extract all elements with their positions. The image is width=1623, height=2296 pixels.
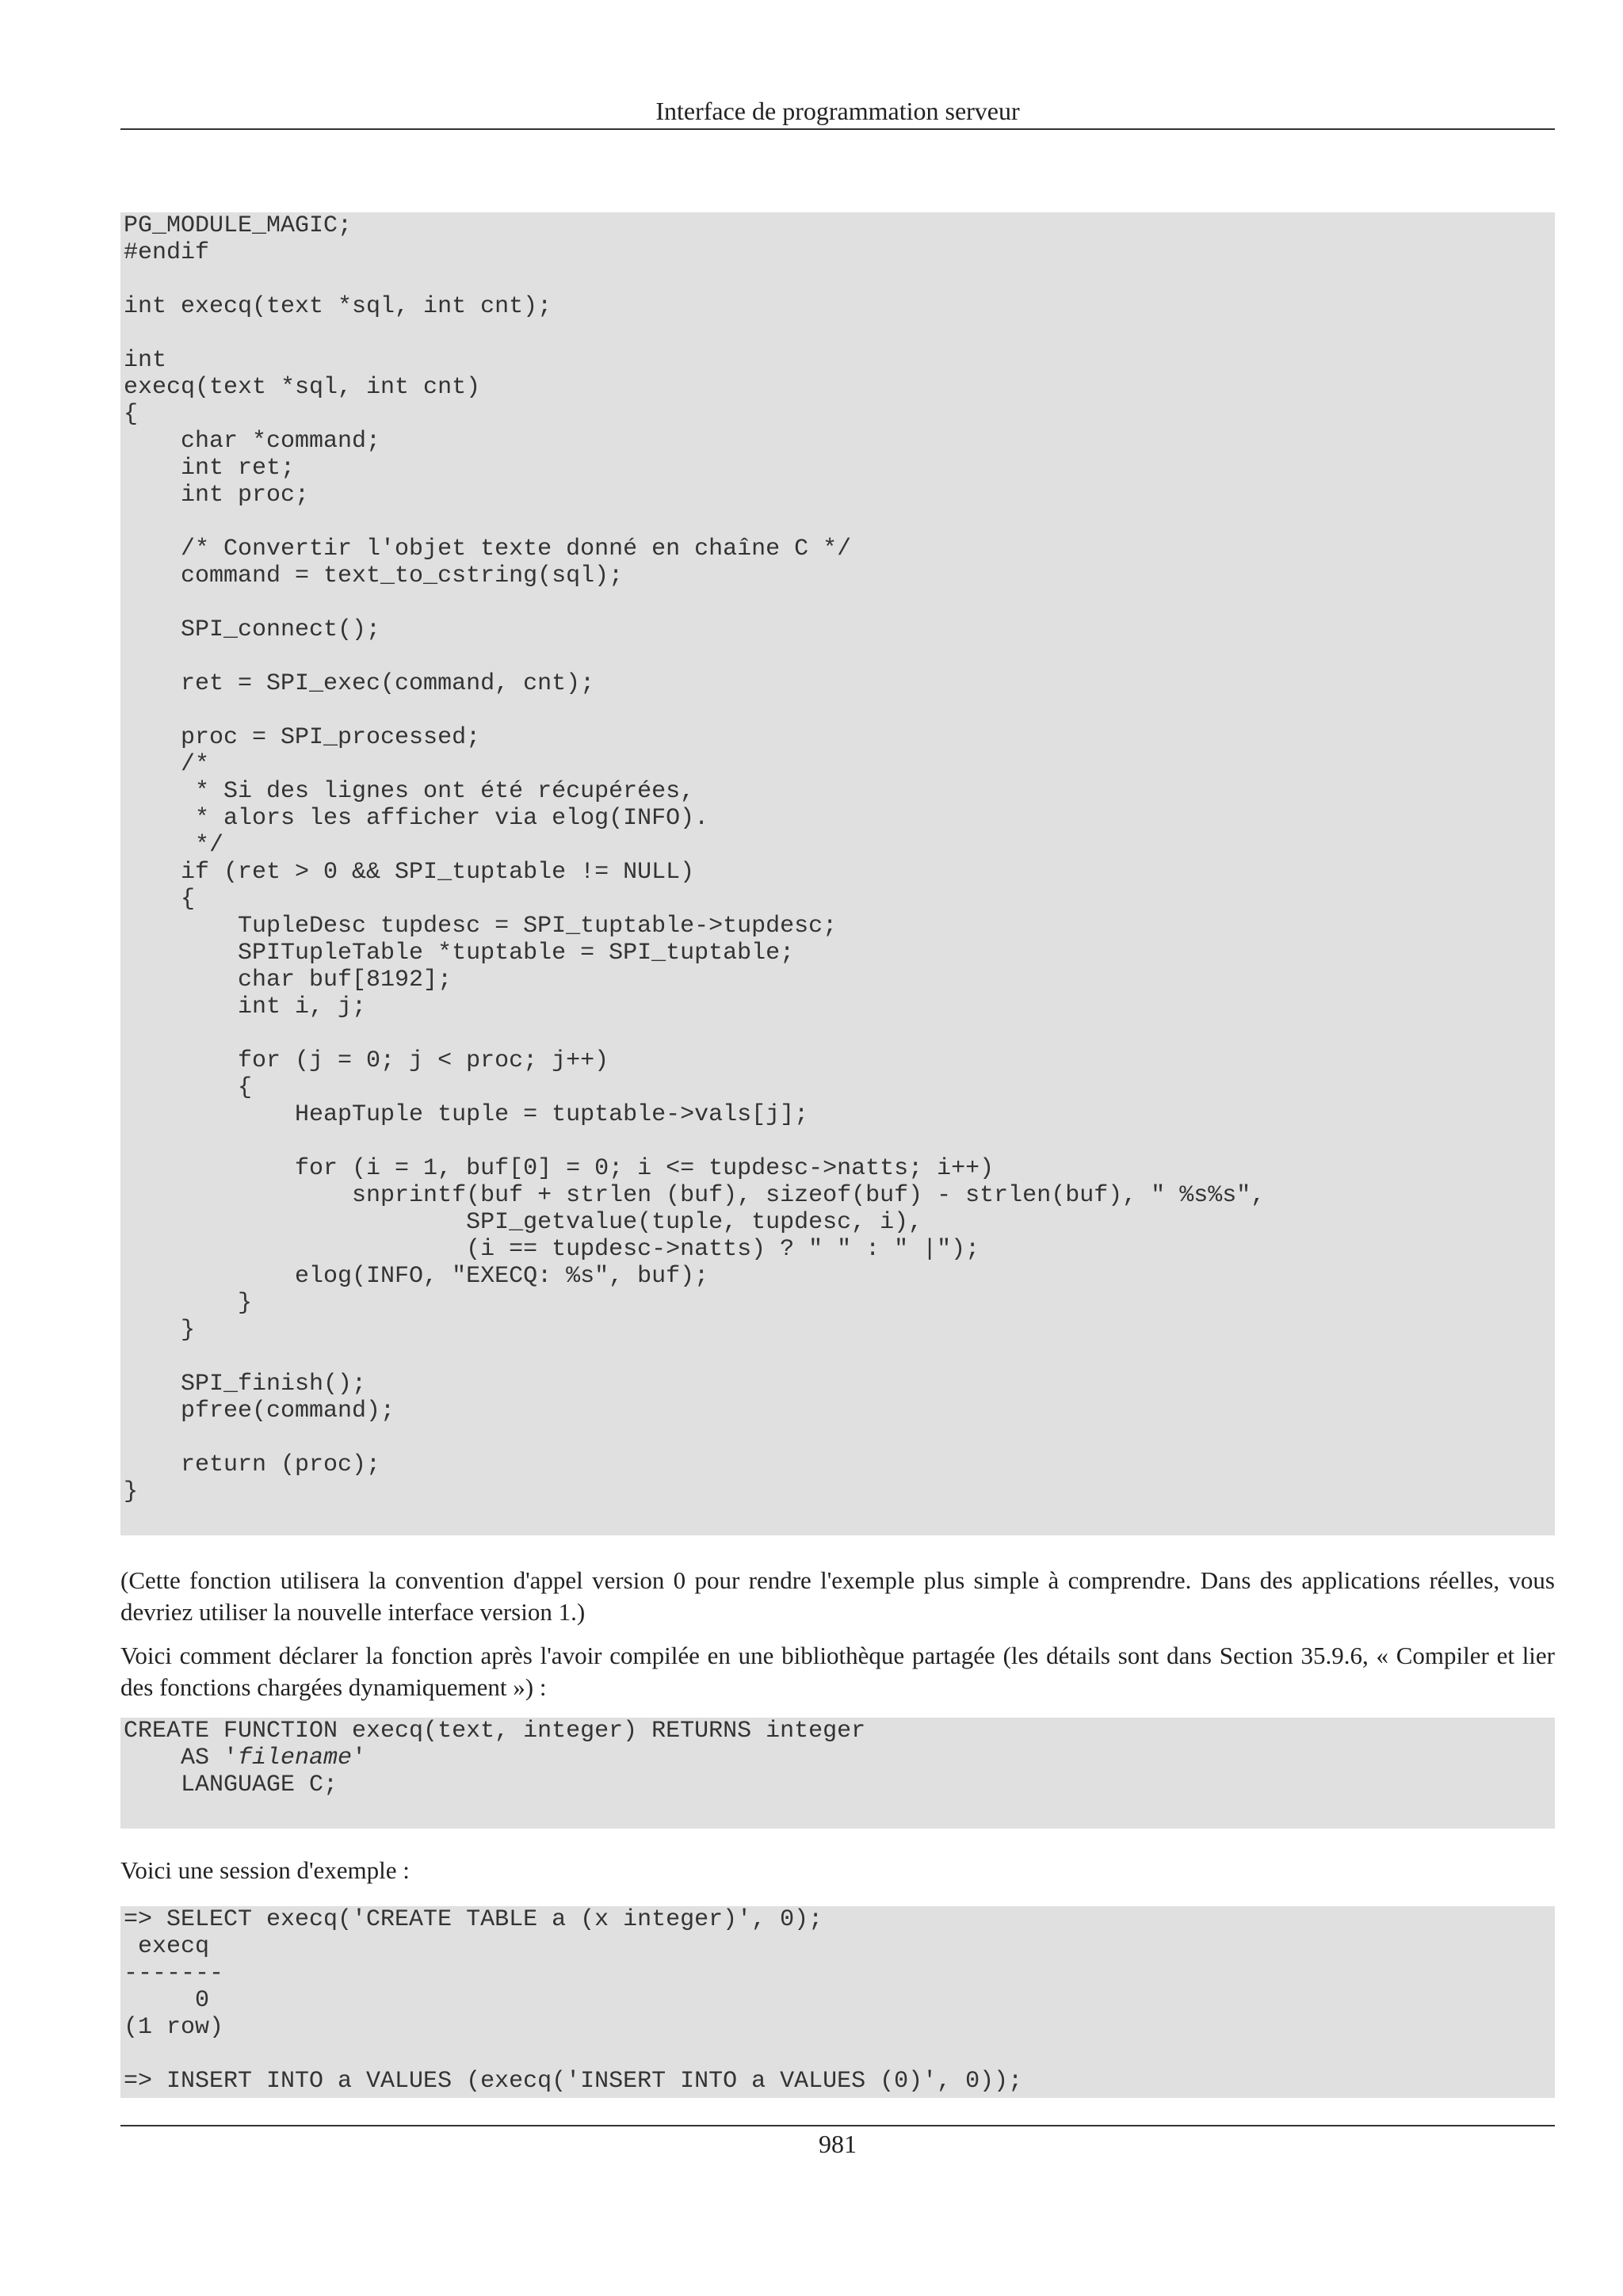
code-line: * alors les afficher via elog(INFO).	[124, 805, 709, 832]
code-line: (1 row)	[124, 2014, 224, 2041]
code-line	[124, 1425, 1552, 1451]
code-line: return (proc);	[124, 1451, 381, 1478]
code-line: SPITupleTable *tuptable = SPI_tuptable;	[124, 940, 795, 967]
code-line: #endif	[124, 239, 210, 266]
page-number: 981	[819, 2130, 857, 2158]
code-line: ret = SPI_exec(command, cnt);	[124, 670, 595, 697]
code-line: int proc;	[124, 482, 310, 509]
code-line: if (ret > 0 && SPI_tuptable != NULL)	[124, 859, 695, 886]
code-line	[124, 320, 1552, 347]
code-line: HeapTuple tuple = tuptable->vals[j];	[124, 1101, 809, 1128]
code-line: {	[124, 401, 139, 428]
code-line: SPI_connect();	[124, 616, 381, 643]
code-line: char buf[8192];	[124, 967, 453, 994]
code-line: CREATE FUNCTION execq(text, integer) RETURNS integer	[124, 1718, 866, 1745]
code-line: proc = SPI_processed;	[124, 724, 481, 751]
code-line: for (i = 1, buf[0] = 0; i <= tupdesc->natts; i++)	[124, 1155, 995, 1182]
code-line	[124, 266, 1552, 293]
paragraph-calling-convention: (Cette fonction utilisera la convention d'appel version 0 pour rendre l'exemple plus simple à comprendre. Dans des applications réelles, vous devriez utiliser la nouvelle interface version 1.)	[120, 1566, 1555, 1626]
code-line: PG_MODULE_MAGIC;	[124, 212, 353, 239]
code-line: int ret;	[124, 455, 296, 482]
code-line: {	[124, 1074, 253, 1101]
code-fragment-filename: filename	[238, 1745, 353, 1772]
code-line	[124, 2041, 1552, 2068]
code-line: SPI_getvalue(tuple, tupdesc, i),	[124, 1209, 923, 1236]
code-line: char *command;	[124, 428, 381, 455]
paragraph-declare-function: Voici comment déclarer la fonction après l'avoir compilée en une bibliothèque partagée (les détails sont dans Section 35.9.6, « Compiler et lier des fonctions chargées dynamiquement ») :	[120, 1642, 1555, 1701]
code-line: int	[124, 347, 167, 374]
code-line: snprintf(buf + strlen (buf), sizeof(buf) - strlen(buf), " %s%s",	[124, 1182, 1266, 1209]
code-line: 0	[124, 1987, 210, 2014]
code-line: }	[124, 1290, 253, 1317]
paragraph-example-session: Voici une session d'exemple :	[120, 1856, 410, 1884]
code-line	[124, 1128, 1552, 1155]
code-line: /*	[124, 751, 210, 778]
code-fragment: '	[352, 1745, 367, 1772]
code-line	[124, 1745, 1552, 1772]
code-line	[124, 697, 1552, 724]
code-line: for (j = 0; j < proc; j++)	[124, 1047, 609, 1074]
code-fragment: AS '	[124, 1745, 239, 1772]
page-header-title: Interface de programmation serveur	[655, 97, 1020, 125]
code-line: pfree(command);	[124, 1398, 395, 1425]
code-line: * Si des lignes ont été récupérées,	[124, 778, 695, 805]
code-line: }	[124, 1317, 196, 1344]
code-line: /* Convertir l'objet texte donné en chaîne C */	[124, 536, 852, 563]
code-line: execq	[124, 1933, 210, 1960]
code-line: int i, j;	[124, 994, 367, 1020]
code-line: => INSERT INTO a VALUES (execq('INSERT INTO a VALUES (0)', 0));	[124, 2068, 1023, 2095]
code-line	[124, 509, 1552, 536]
header-rule	[120, 128, 1555, 130]
code-line: elog(INFO, "EXECQ: %s", buf);	[124, 1263, 709, 1290]
code-block-example-session	[120, 1906, 1555, 2098]
code-line: */	[124, 832, 224, 859]
code-line: LANGUAGE C;	[124, 1772, 338, 1798]
code-line: -------	[124, 1960, 224, 1987]
code-block-execq-source	[120, 212, 1555, 1535]
code-line: command = text_to_cstring(sql);	[124, 563, 624, 589]
code-line: {	[124, 886, 196, 913]
code-line: SPI_finish();	[124, 1371, 367, 1398]
code-line	[124, 589, 1552, 616]
code-line: int execq(text *sql, int cnt);	[124, 293, 552, 320]
code-line	[124, 643, 1552, 670]
code-line	[124, 1344, 1552, 1371]
code-line: }	[124, 1478, 139, 1505]
code-line: execq(text *sql, int cnt)	[124, 374, 481, 401]
code-line	[124, 1020, 1552, 1047]
code-line: TupleDesc tupdesc = SPI_tuptable->tupdesc;	[124, 913, 838, 940]
code-line: (i == tupdesc->natts) ? " " : " |");	[124, 1236, 980, 1263]
code-block-create-function	[120, 1718, 1555, 1829]
code-line: => SELECT execq('CREATE TABLE a (x integer)', 0);	[124, 1906, 823, 1933]
